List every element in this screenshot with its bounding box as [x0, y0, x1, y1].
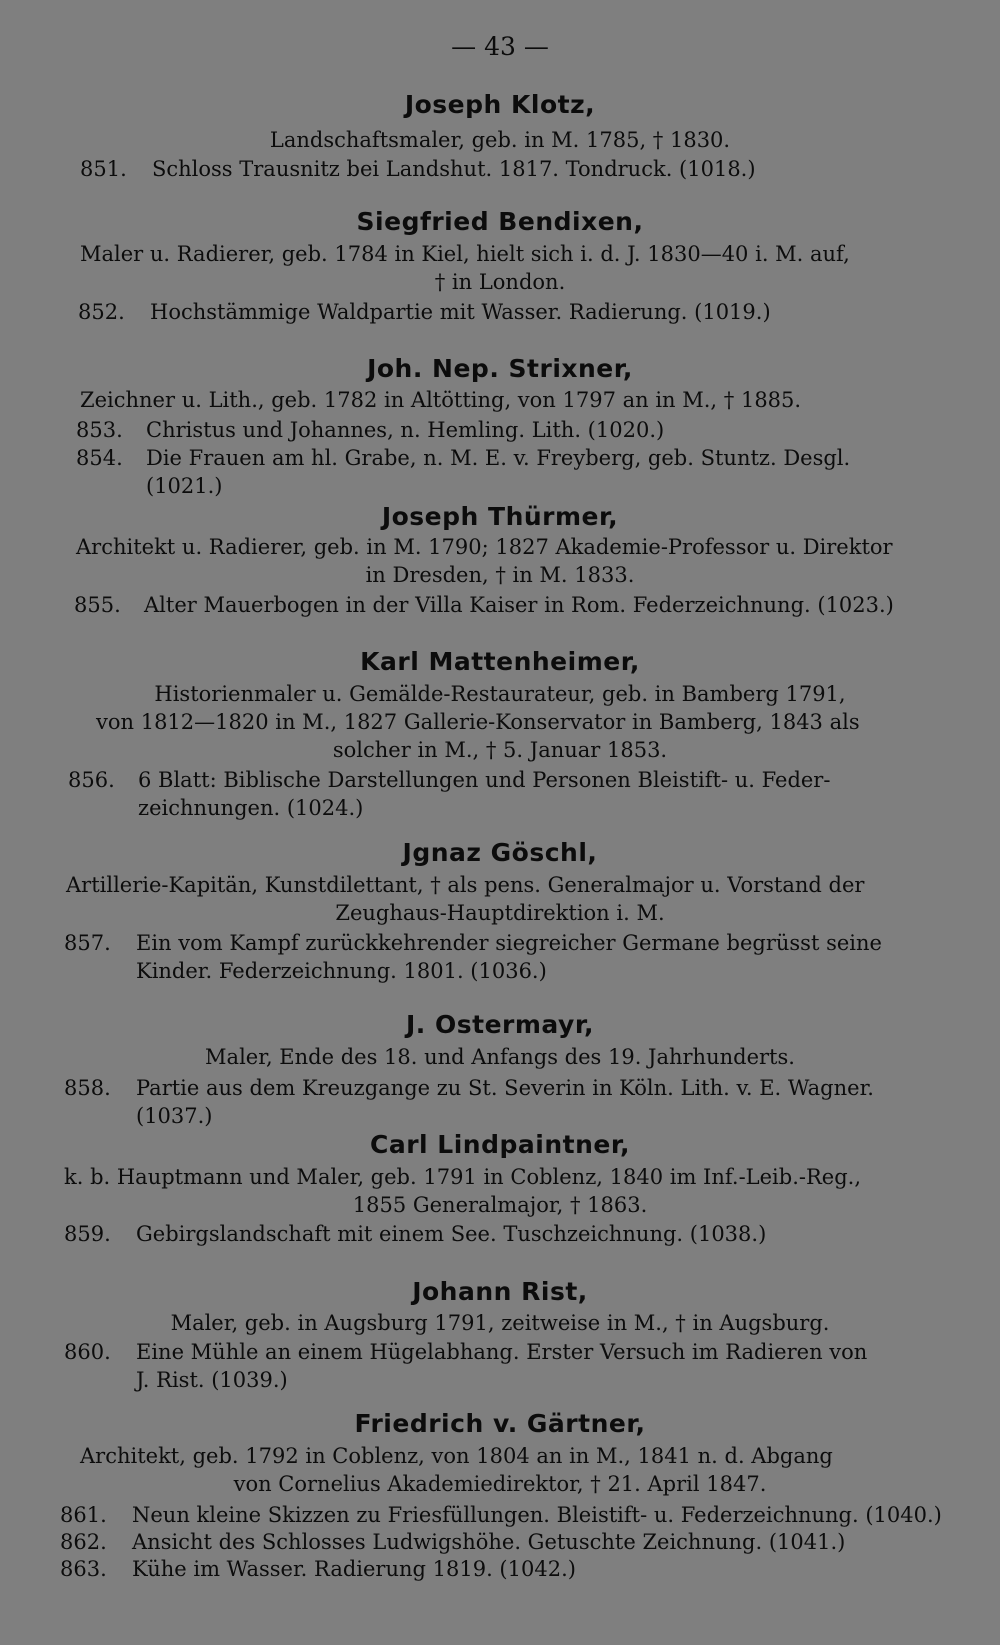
artist-bio-line: solcher in M., † 5. Januar 1853.: [332, 738, 668, 762]
artist-bio-line: Architekt u. Radierer, geb. in M. 1790; 1827 Akademie-Professor u. Direktor: [76, 535, 893, 559]
artist-bio-line: Maler, Ende des 18. und Anfangs des 19. Jahrhunderts.: [205, 1045, 795, 1069]
entry-text: J. Rist. (1039.): [136, 1368, 288, 1392]
entry-number: 862.: [60, 1530, 107, 1554]
entry-number: 860.: [64, 1340, 111, 1364]
entry-text: Kühe im Wasser. Radierung 1819. (1042.): [132, 1557, 576, 1581]
artist-name: Joh. Nep. Strixner,: [367, 354, 633, 383]
entry-number: 853.: [76, 418, 123, 442]
artist-name: Johann Rist,: [412, 1277, 588, 1306]
entry-text: Alter Mauerbogen in der Villa Kaiser in Rom. Federzeichnung. (1023.): [144, 593, 894, 617]
entry-text: (1021.): [146, 474, 223, 498]
artist-bio-line: von 1812—1820 in M., 1827 Gallerie-Konservator in Bamberg, 1843 als: [96, 710, 860, 734]
artist-bio-line: Artillerie-Kapitän, Kunstdilettant, † als pens. Generalmajor u. Vorstand der: [66, 873, 865, 897]
artist-name: Karl Mattenheimer,: [360, 647, 640, 676]
artist-bio-line: † in London.: [434, 270, 566, 294]
artist-bio-line: Zeughaus-Hauptdirektion i. M.: [335, 901, 665, 925]
entry-number: 858.: [64, 1076, 111, 1100]
artist-name: Carl Lindpaintner,: [369, 1130, 630, 1159]
entry-number: 859.: [64, 1222, 111, 1246]
entry-text: zeichnungen. (1024.): [138, 796, 364, 820]
artist-bio-line: in Dresden, † in M. 1833.: [365, 563, 635, 587]
entry-text: Hochstämmige Waldpartie mit Wasser. Radierung. (1019.): [150, 300, 771, 324]
entry-text: Neun kleine Skizzen zu Friesfüllungen. Bleistift- u. Federzeichnung. (1040.): [132, 1503, 942, 1527]
artist-bio-line: Maler, geb. in Augsburg 1791, zeitweise in M., † in Augsburg.: [170, 1311, 830, 1335]
entry-text: Ansicht des Schlosses Ludwigshöhe. Getuschte Zeichnung. (1041.): [132, 1530, 846, 1554]
artist-bio-line: Landschaftsmaler, geb. in M. 1785, † 1830.: [269, 128, 731, 152]
entry-number: 857.: [64, 931, 111, 955]
artist-name: Siegfried Bendixen,: [356, 207, 644, 236]
artist-bio-line: von Cornelius Akademiedirektor, † 21. April 1847.: [233, 1472, 767, 1496]
entry-text: Christus und Johannes, n. Hemling. Lith. (1020.): [146, 418, 665, 442]
artist-name: Jgnaz Göschl,: [402, 838, 598, 867]
entry-text: (1037.): [136, 1104, 213, 1128]
entry-text: Ein vom Kampf zurückkehrender siegreicher Germane begrüsst seine: [136, 931, 882, 955]
artist-name: Joseph Thürmer,: [381, 502, 619, 531]
artist-name: J. Ostermayr,: [406, 1010, 594, 1039]
entry-number: 851.: [80, 157, 127, 181]
artist-bio-line: Architekt, geb. 1792 in Coblenz, von 1804 an in M., 1841 n. d. Abgang: [80, 1444, 833, 1468]
artist-bio-line: Maler u. Radierer, geb. 1784 in Kiel, hielt sich i. d. J. 1830—40 i. M. auf,: [80, 242, 850, 266]
entry-text: Eine Mühle an einem Hügelabhang. Erster Versuch im Radieren von: [136, 1340, 868, 1364]
artist-bio-line: 1855 Generalmajor, † 1863.: [352, 1193, 648, 1217]
entry-text: Gebirgslandschaft mit einem See. Tuschzeichnung. (1038.): [136, 1222, 767, 1246]
entry-number: 855.: [74, 593, 121, 617]
artist-name: Friedrich v. Gärtner,: [354, 1409, 646, 1438]
entry-text: Partie aus dem Kreuzgange zu St. Severin in Köln. Lith. v. E. Wagner.: [136, 1076, 874, 1100]
page-number: — 43 —: [451, 32, 549, 61]
entry-number: 856.: [68, 768, 115, 792]
entry-text: 6 Blatt: Biblische Darstellungen und Personen Bleistift- u. Feder-: [138, 768, 831, 792]
artist-name: Joseph Klotz,: [404, 90, 596, 119]
entry-number: 854.: [76, 446, 123, 470]
artist-bio-line: k. b. Hauptmann und Maler, geb. 1791 in Coblenz, 1840 im Inf.-Leib.-Reg.,: [64, 1165, 861, 1189]
artist-bio-line: Zeichner u. Lith., geb. 1782 in Altötting, von 1797 an in M., † 1885.: [80, 388, 802, 412]
entry-number: 863.: [60, 1557, 107, 1581]
entry-text: Kinder. Federzeichnung. 1801. (1036.): [136, 959, 547, 983]
entry-text: Schloss Trausnitz bei Landshut. 1817. Tondruck. (1018.): [152, 157, 756, 181]
entry-number: 861.: [60, 1503, 107, 1527]
entry-number: 852.: [78, 300, 125, 324]
entry-text: Die Frauen am hl. Grabe, n. M. E. v. Freyberg, geb. Stuntz. Desgl.: [146, 446, 851, 470]
artist-bio-line: Historienmaler u. Gemälde-Restaurateur, geb. in Bamberg 1791,: [154, 682, 846, 706]
